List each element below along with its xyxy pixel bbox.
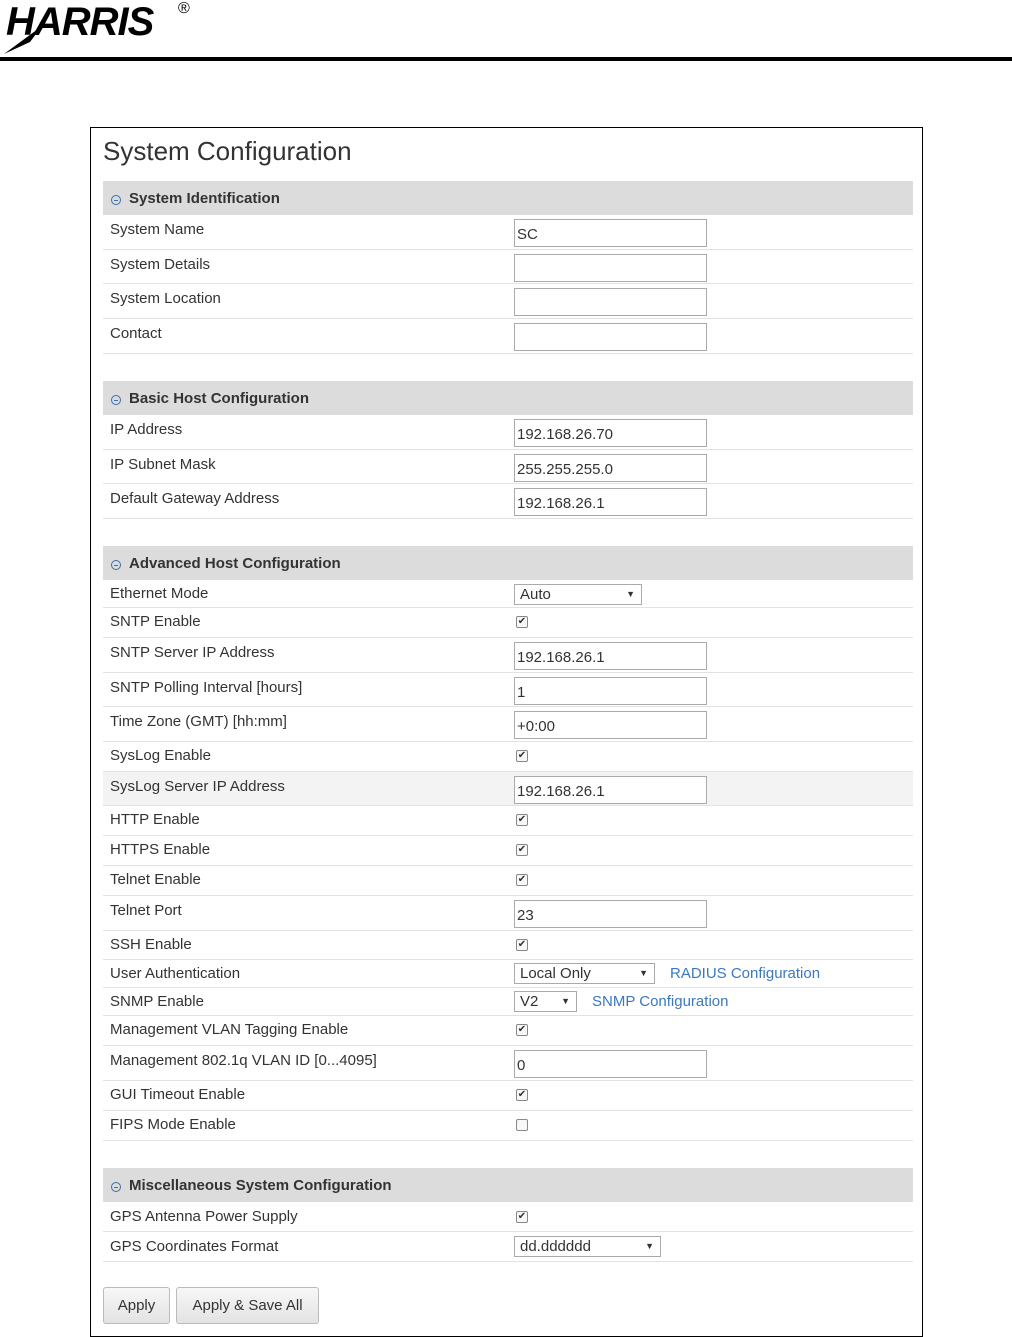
sntp-server-input[interactable]: 192.168.26.1 bbox=[514, 642, 707, 670]
gps-format-select[interactable] bbox=[514, 1236, 661, 1257]
section-miscellaneous-system-configuration[interactable] bbox=[103, 1168, 913, 1202]
field-label: System Location bbox=[110, 290, 221, 307]
chevron-down-icon: ▼ bbox=[561, 996, 570, 1006]
select-value: V2 bbox=[520, 993, 539, 1010]
row-fips-mode-enable bbox=[103, 1111, 913, 1141]
row-telnet-enable bbox=[103, 866, 913, 896]
harris-logo bbox=[2, 0, 202, 56]
field-label: Time Zone (GMT) [hh:mm] bbox=[110, 713, 287, 730]
section-system-identification[interactable] bbox=[103, 181, 913, 215]
apply-button[interactable]: Apply bbox=[103, 1287, 170, 1324]
gps-power-checkbox[interactable]: ✔ bbox=[517, 1211, 527, 1222]
row-ip-address bbox=[103, 415, 913, 450]
row-telnet-port bbox=[103, 896, 913, 931]
field-label: HTTP Enable bbox=[110, 811, 200, 828]
snmp-configuration-link[interactable]: SNMP Configuration bbox=[592, 993, 729, 1010]
field-label: Management 802.1q VLAN ID [0...4095] bbox=[110, 1052, 377, 1069]
row-snmp-enable bbox=[103, 988, 913, 1016]
syslog-server-input[interactable]: 192.168.26.1 bbox=[514, 776, 707, 804]
contact-input[interactable] bbox=[514, 323, 707, 351]
field-label: System Name bbox=[110, 221, 205, 238]
row-system-name bbox=[103, 215, 913, 250]
collapse-icon[interactable] bbox=[111, 195, 121, 205]
field-label: Default Gateway Address bbox=[110, 490, 280, 507]
fips-mode-checkbox[interactable] bbox=[516, 1119, 528, 1131]
field-label: GPS Coordinates Format bbox=[110, 1238, 279, 1255]
apply-save-all-button[interactable]: Apply & Save All bbox=[176, 1287, 319, 1324]
logo-registered-mark: ® bbox=[178, 0, 190, 17]
time-zone-input[interactable]: +0:00 bbox=[514, 711, 707, 739]
sntp-enable-checkbox[interactable]: ✔ bbox=[517, 616, 527, 627]
row-gps-coordinates-format bbox=[103, 1232, 913, 1262]
field-label: GPS Antenna Power Supply bbox=[110, 1208, 298, 1225]
ethernet-mode-select[interactable] bbox=[514, 584, 642, 605]
field-label: SNMP Enable bbox=[110, 993, 204, 1010]
logo-text: HARRIS bbox=[6, 0, 154, 44]
ip-address-input[interactable]: 192.168.26.70 bbox=[514, 419, 707, 447]
row-gps-antenna-power bbox=[103, 1202, 913, 1232]
row-sntp-enable bbox=[103, 608, 913, 638]
system-details-input[interactable] bbox=[514, 254, 707, 282]
section-title: Advanced Host Configuration bbox=[129, 554, 341, 572]
collapse-icon[interactable] bbox=[111, 560, 121, 570]
syslog-enable-checkbox[interactable]: ✔ bbox=[517, 750, 527, 761]
vlan-tagging-checkbox[interactable]: ✔ bbox=[517, 1024, 527, 1035]
select-value: Local Only bbox=[520, 965, 591, 982]
user-authentication-select[interactable] bbox=[514, 963, 655, 984]
http-enable-checkbox[interactable]: ✔ bbox=[517, 814, 527, 825]
field-label: User Authentication bbox=[110, 965, 241, 982]
collapse-icon[interactable] bbox=[111, 395, 121, 405]
field-label: SNTP Polling Interval [hours] bbox=[110, 679, 303, 696]
field-label: IP Address bbox=[110, 421, 183, 438]
field-label: SNTP Enable bbox=[110, 613, 201, 630]
section-title: Basic Host Configuration bbox=[129, 389, 310, 407]
field-label: GUI Timeout Enable bbox=[110, 1086, 246, 1103]
row-syslog-enable bbox=[103, 742, 913, 772]
row-vlan-tagging-enable bbox=[103, 1016, 913, 1046]
row-syslog-server bbox=[103, 772, 913, 806]
system-name-input[interactable]: SC bbox=[514, 219, 707, 247]
field-label: Management VLAN Tagging Enable bbox=[110, 1021, 349, 1038]
field-label: FIPS Mode Enable bbox=[110, 1116, 236, 1133]
row-system-details bbox=[103, 250, 913, 284]
chevron-down-icon: ▼ bbox=[639, 968, 648, 978]
system-configuration-panel bbox=[90, 127, 923, 1337]
field-label: Telnet Enable bbox=[110, 871, 201, 888]
section-basic-host-configuration[interactable] bbox=[103, 381, 913, 415]
row-contact bbox=[103, 319, 913, 354]
select-value: Auto bbox=[520, 586, 551, 603]
row-time-zone bbox=[103, 707, 913, 742]
row-gui-timeout-enable bbox=[103, 1081, 913, 1111]
radius-configuration-link[interactable]: RADIUS Configuration bbox=[670, 965, 821, 982]
select-value: dd.dddddd bbox=[520, 1238, 591, 1255]
field-label: SNTP Server IP Address bbox=[110, 644, 275, 661]
row-system-location bbox=[103, 284, 913, 319]
sntp-interval-input[interactable]: 1 bbox=[514, 677, 707, 705]
vlan-id-input[interactable]: 0 bbox=[514, 1050, 707, 1078]
document-header bbox=[0, 0, 1012, 62]
section-title: Miscellaneous System Configuration bbox=[129, 1176, 392, 1194]
system-location-input[interactable] bbox=[514, 288, 707, 316]
section-advanced-host-configuration[interactable] bbox=[103, 546, 913, 580]
row-ssh-enable bbox=[103, 931, 913, 960]
field-label: HTTPS Enable bbox=[110, 841, 211, 858]
field-label: IP Subnet Mask bbox=[110, 456, 216, 473]
field-label: Telnet Port bbox=[110, 902, 182, 919]
row-sntp-polling-interval bbox=[103, 673, 913, 707]
chevron-down-icon: ▼ bbox=[626, 589, 635, 599]
field-label: SysLog Enable bbox=[110, 747, 211, 764]
snmp-version-select[interactable] bbox=[514, 991, 577, 1012]
page-title: System Configuration bbox=[103, 136, 352, 166]
row-vlan-id bbox=[103, 1046, 913, 1081]
field-label: System Details bbox=[110, 256, 211, 273]
gateway-input[interactable]: 192.168.26.1 bbox=[514, 488, 707, 516]
row-http-enable bbox=[103, 806, 913, 836]
row-user-authentication bbox=[103, 960, 913, 988]
header-rule bbox=[0, 57, 1012, 61]
row-default-gateway bbox=[103, 484, 913, 519]
row-sntp-server bbox=[103, 638, 913, 673]
telnet-port-input[interactable]: 23 bbox=[514, 900, 707, 928]
field-label: SysLog Server IP Address bbox=[110, 778, 285, 795]
row-https-enable bbox=[103, 836, 913, 866]
field-label: Ethernet Mode bbox=[110, 585, 209, 602]
telnet-enable-checkbox[interactable]: ✔ bbox=[517, 874, 527, 885]
row-ethernet-mode bbox=[103, 580, 913, 608]
ssh-enable-checkbox[interactable]: ✔ bbox=[517, 939, 527, 950]
subnet-mask-input[interactable]: 255.255.255.0 bbox=[514, 454, 707, 482]
row-ip-subnet-mask bbox=[103, 450, 913, 484]
field-label: SSH Enable bbox=[110, 936, 192, 953]
field-label: Contact bbox=[110, 325, 162, 342]
collapse-icon[interactable] bbox=[111, 1182, 121, 1192]
chevron-down-icon: ▼ bbox=[645, 1241, 654, 1251]
gui-timeout-checkbox[interactable]: ✔ bbox=[517, 1089, 527, 1100]
https-enable-checkbox[interactable]: ✔ bbox=[517, 844, 527, 855]
section-title: System Identification bbox=[129, 189, 280, 207]
